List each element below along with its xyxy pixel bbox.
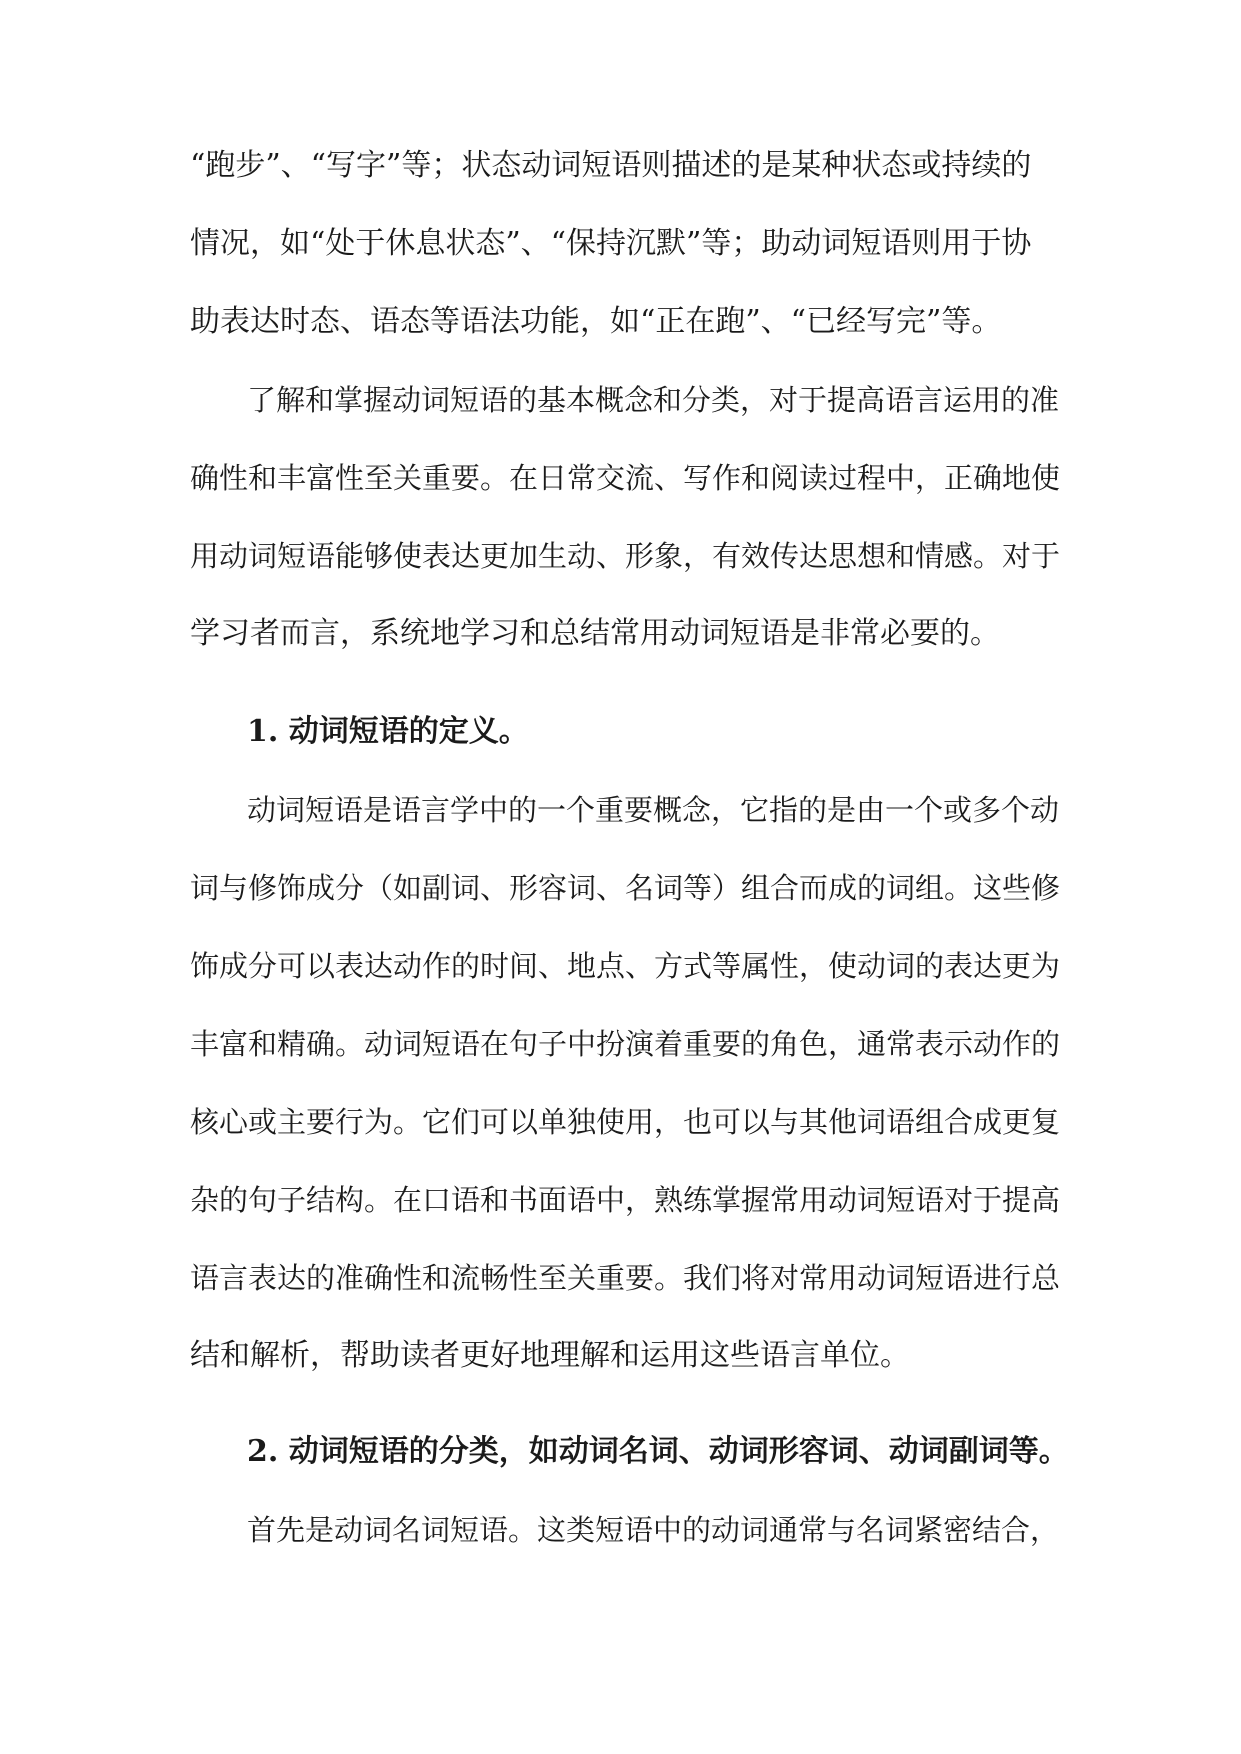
paragraph-line: 饰成分可以表达动作的时间、地点、方式等属性，使动词的表达更为 — [190, 949, 1061, 983]
paragraph-line: 动词短语是语言学中的一个重要概念，它指的是由一个或多个动 — [247, 793, 1060, 827]
paragraph-line: 助表达时态、语态等语法功能，如“正在跑”、“已经写完”等。 — [190, 304, 1002, 339]
section-heading: 1. 动词短语的定义。 — [247, 714, 529, 749]
paragraph-line: 学习者而言，系统地学习和总结常用动词短语是非常必要的。 — [190, 616, 1000, 651]
paragraph-line: 杂的句子结构。在口语和书面语中，熟练掌握常用动词短语对于提高 — [190, 1183, 1061, 1217]
paragraph-line: 语言表达的准确性和流畅性至关重要。我们将对常用动词短语进行总 — [190, 1261, 1061, 1295]
paragraph-line: 用动词短语能够使表达更加生动、形象，有效传达思想和情感。对于 — [190, 539, 1061, 573]
section-heading: 2. 动词短语的分类，如动词名词、动词形容词、动词副词等。 — [247, 1434, 1069, 1469]
paragraph-line: 确性和丰富性至关重要。在日常交流、写作和阅读过程中，正确地使 — [190, 461, 1061, 495]
paragraph-line: 结和解析，帮助读者更好地理解和运用这些语言单位。 — [190, 1338, 910, 1373]
paragraph-line: 词与修饰成分（如副词、形容词、名词等）组合而成的词组。这些修 — [190, 871, 1061, 905]
paragraph-line: 情况，如“处于休息状态”、“保持沉默”等；助动词短语则用于协 — [190, 226, 1032, 261]
paragraph-line: 丰富和精确。动词短语在句子中扮演着重要的角色，通常表示动作的 — [190, 1027, 1061, 1061]
paragraph-line: “跑步”、“写字”等；状态动词短语则描述的是某种状态或持续的 — [190, 148, 1032, 183]
paragraph-line: 首先是动词名词短语。这类短语中的动词通常与名词紧密结合， — [247, 1513, 1060, 1547]
paragraph-line: 了解和掌握动词短语的基本概念和分类，对于提高语言运用的准 — [247, 383, 1060, 417]
paragraph-line: 核心或主要行为。它们可以单独使用，也可以与其他词语组合成更复 — [190, 1105, 1061, 1139]
